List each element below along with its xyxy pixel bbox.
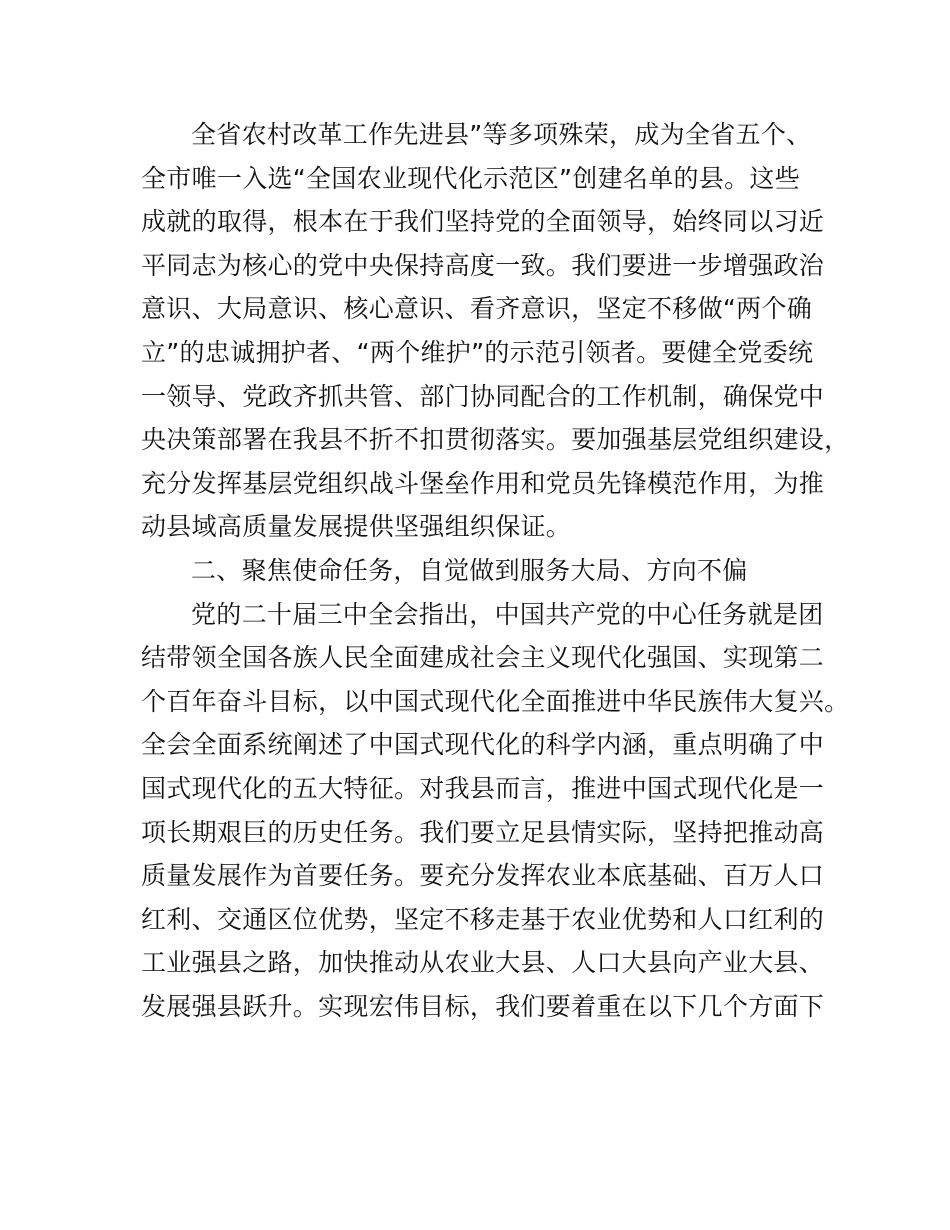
paragraph-1: [141, 113, 850, 549]
text-line: 党的二十届三中全会指出，中国共产党的中心任务就是团: [191, 599, 824, 629]
text-line: 个百年奋斗目标，以中国式现代化全面推进中华民族伟大复兴。: [141, 686, 850, 716]
text-line: 红利、交通区位优势，坚定不移走基于农业优势和人口红利的: [141, 904, 825, 934]
text-line: 成就的取得，根本在于我们坚持党的全面领导，始终同以习近: [141, 207, 825, 237]
text-line: 发展强县跃升。实现宏伟目标，我们要着重在以下几个方面下: [141, 991, 825, 1021]
document-body: [141, 113, 850, 1028]
text-line: 动县域高质量发展提供坚强组织保证。: [141, 512, 572, 542]
text-line: 质量发展作为首要任务。要充分发挥农业本底基础、百万人口: [141, 861, 825, 891]
text-line: 央决策部署在我县不折不扣贯彻落实。要加强基层党组织建设，: [141, 425, 850, 455]
section-heading: 二、聚焦使命任务，自觉做到服务大局、方向不偏: [191, 555, 748, 585]
text-line: 结带领全国各族人民全面建成社会主义现代化强国、实现第二: [141, 643, 825, 673]
text-line: 平同志为核心的党中央保持高度一致。我们要进一步增强政治: [141, 250, 825, 280]
text-line: 项长期艰巨的历史任务。我们要立足县情实际，坚持把推动高: [141, 817, 825, 847]
text-line: 立”的忠诚拥护者、“两个维护”的示范引领者。要健全党委统: [141, 337, 814, 367]
text-line: 全会全面系统阐述了中国式现代化的科学内涵，重点明确了中: [141, 730, 825, 760]
text-line: 全市唯一入选“全国农业现代化示范区”创建名单的县。这些: [141, 163, 801, 193]
paragraph-2: [141, 593, 850, 1029]
text-line: 充分发挥基层党组织战斗堡垒作用和党员先锋模范作用，为推: [141, 468, 825, 498]
text-line: 国式现代化的五大特征。对我县而言，推进中国式现代化是一: [141, 773, 825, 803]
text-line: 一领导、党政齐抓共管、部门协同配合的工作机制，确保党中: [141, 381, 825, 411]
text-line: 工业强县之路，加快推动从农业大县、人口大县向产业大县、: [141, 948, 825, 978]
text-line: 意识、大局意识、核心意识、看齐意识，坚定不移做“两个确: [141, 294, 813, 324]
text-line: 全省农村改革工作先进县”等多项殊荣，成为全省五个、: [191, 120, 812, 149]
